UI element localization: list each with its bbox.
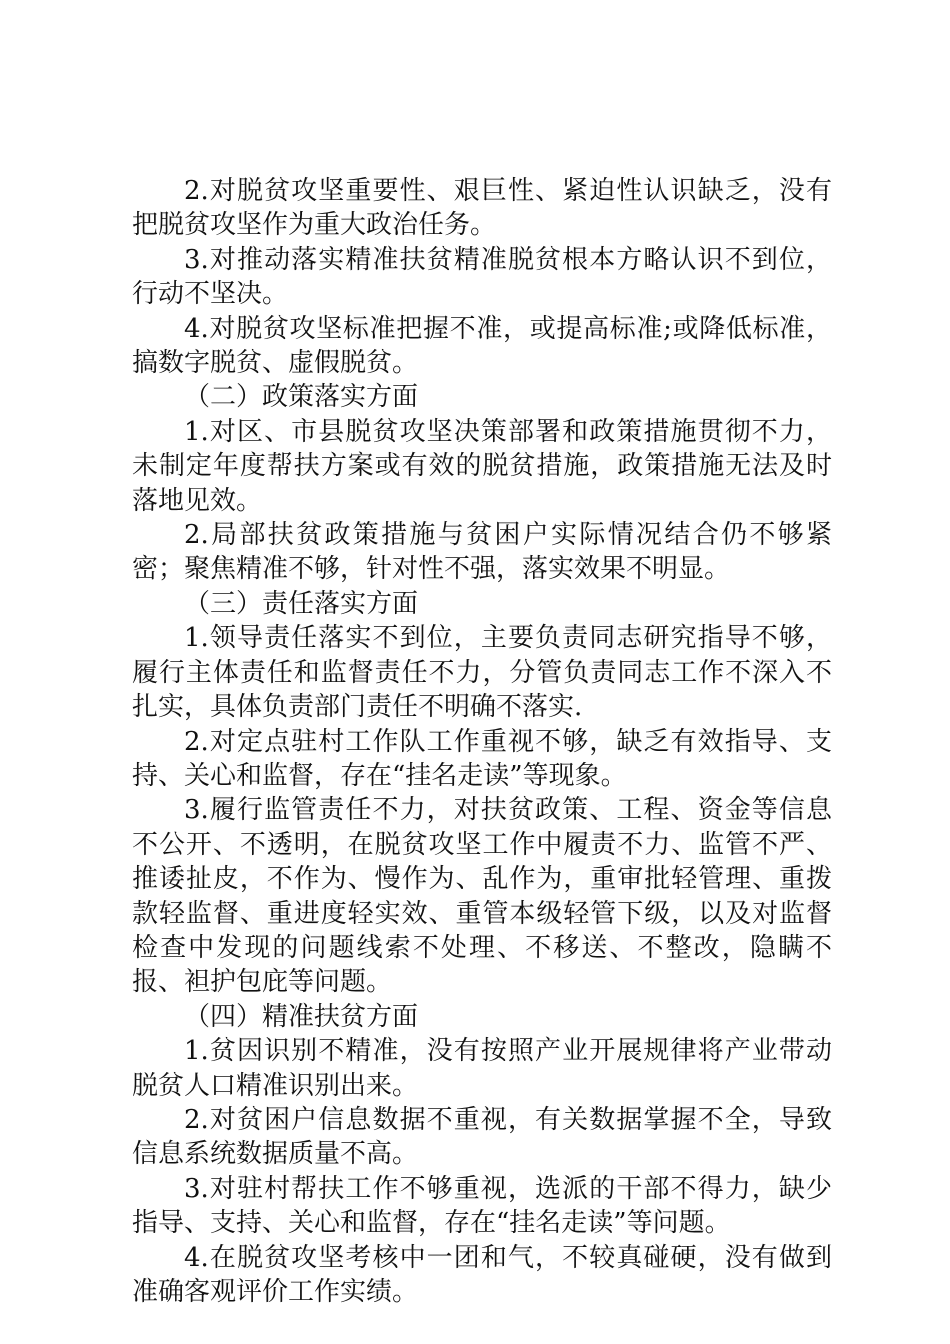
paragraph-7: 2.对定点驻村工作队工作重视不够，缺乏有效指导、支持、关心和监督，存在“挂名走读”等现象。 — [132, 726, 832, 791]
paragraph-4: 1.对区、市县脱贫攻坚决策部署和政策措施贯彻不力，未制定年度帮扶方案或有效的脱贫措施，政策措施无法及时落地见效。 — [132, 416, 832, 516]
document-body — [132, 174, 832, 1309]
paragraph-11: 3.对驻村帮扶工作不够重视，选派的干部不得力，缺少指导、支持、关心和监督，存在“挂名走读”等问题。 — [132, 1173, 832, 1239]
paragraph-10: 2.对贫困户信息数据不重视，有关数据掌握不全，导致信息系统数据质量不高。 — [132, 1104, 832, 1170]
paragraph-6: 1.领导责任落实不到位，主要负责同志研究指导不够，履行主体责任和监督责任不力，分管负责同志工作不深入不扎实，具体负责部门责任不明确不落实. — [132, 623, 832, 723]
paragraph-1: 2.对脱贫攻坚重要性、艰巨性、紧迫性认识缺乏，没有把脱贫攻坚作为重大政治任务。 — [132, 176, 832, 241]
section-heading-3: （三）责任落实方面 — [184, 588, 419, 619]
section-heading-4: （四）精准扶贫方面 — [184, 1001, 419, 1032]
paragraph-3: 4.对脱贫攻坚标准把握不准，或提高标准;或降低标准，搞数字脱贫、虚假脱贫。 — [132, 313, 832, 379]
paragraph-2: 3.对推动落实精准扶贫精准脱贫根本方略认识不到位，行动不坚决。 — [132, 244, 832, 310]
paragraph-9: 1.贫因识别不精准，没有按照产业开展规律将产业带动脱贫人口精准识别出来。 — [132, 1036, 832, 1101]
paragraph-12: 4.在脱贫攻坚考核中一团和气，不较真碰硬，没有做到准确客观评价工作实绩。 — [132, 1242, 832, 1307]
section-heading-2: （二）政策落实方面 — [184, 382, 419, 413]
paragraph-8: 3.履行监管责任不力，对扶贫政策、工程、资金等信息不公开、不透明，在脱贫攻坚工作中履责不力、监管不严、推诿扯皮，不作为、慢作为、乱作为，重审批轻管理、重拨款轻监督、重进度轻实效、重管本级轻管下级，以及对监督检查中发现的问题线索不处理、不移送、不整改，隐瞒不报、袒护包庇等问题。 — [132, 795, 832, 998]
paragraph-5: 2.局部扶贫政策措施与贫困户实际情况结合仍不够紧密；聚焦精准不够，针对性不强，落实效果不明显。 — [132, 520, 832, 585]
